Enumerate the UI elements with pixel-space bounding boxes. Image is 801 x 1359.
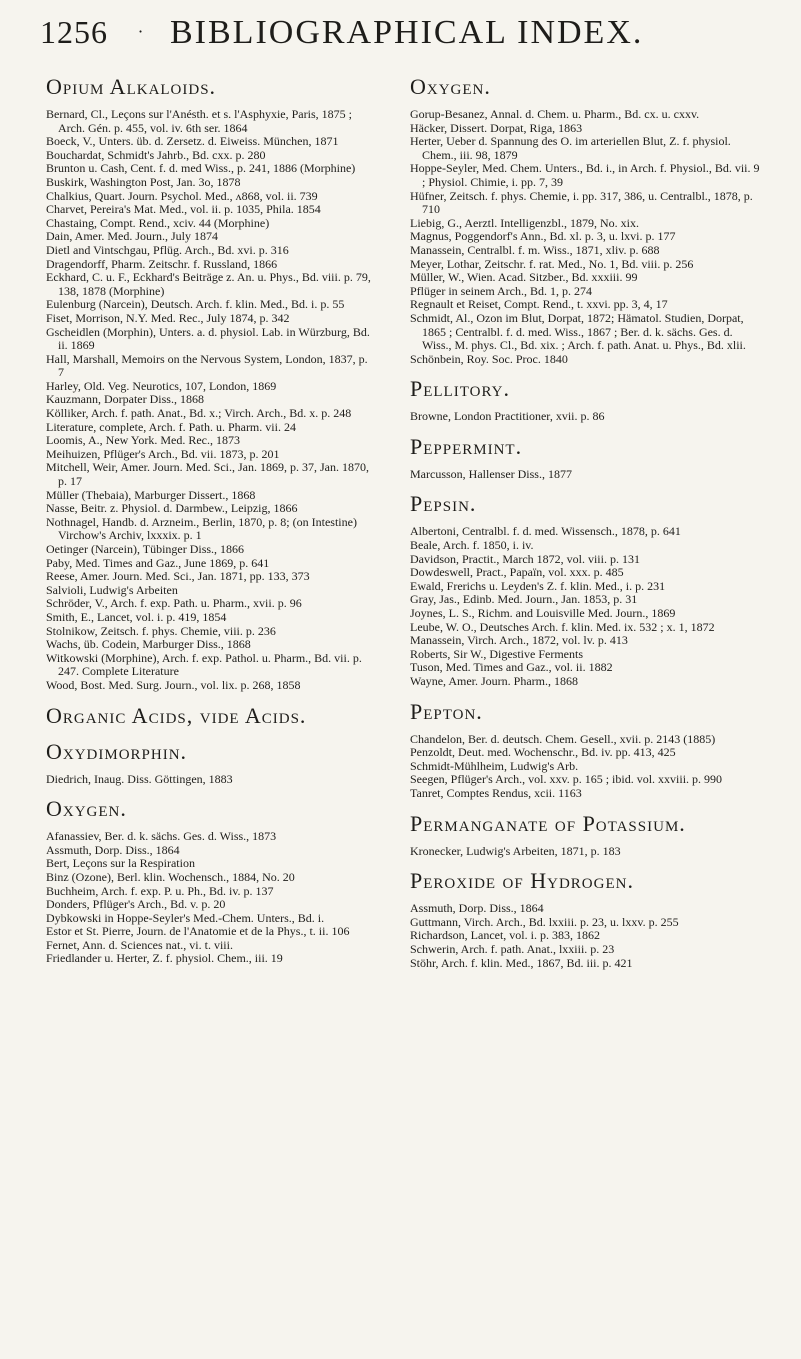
index-entry: Hüfner, Zeitsch. f. phys. Chemie, i. pp. 317, 386, u. Centralbl., 1878, p. 710 — [410, 188, 753, 217]
entry-list — [410, 108, 760, 366]
left-column — [46, 64, 376, 972]
index-entry: Binz (Ozone), Berl. klin. Wochensch., 1884, No. 20 — [46, 869, 295, 884]
index-entry: Nothnagel, Handb. d. Arzneim., Berlin, 1870, p. 8; (on Intestine) Virchow's Archiv, lxxxix. p. 1 — [46, 514, 357, 543]
index-entry: Schmidt-Mühlheim, Ludwig's Arb. — [410, 758, 579, 773]
index-entry: Eckhard, C. u. F., Eckhard's Beiträge z. An. u. Phys., Bd. viii. p. 79, 138, 1878 (Morphine) — [46, 270, 371, 298]
index-entry: Häcker, Dissert. Dorpat, Riga, 1863 — [410, 120, 583, 135]
index-entry: Reese, Amer. Journ. Med. Sci., Jan. 1871, pp. 133, 373 — [46, 569, 310, 584]
index-entry: Eulenburg (Narcein), Deutsch. Arch. f. klin. Med., Bd. i. p. 55 — [46, 297, 345, 312]
section-heading: Peroxide of Hydrogen. — [410, 868, 634, 894]
index-entry: Schönbein, Roy. Soc. Proc. 1840 — [410, 351, 568, 366]
index-entry: Hall, Marshall, Memoirs on the Nervous System, London, 1837, p. 7 — [46, 351, 368, 380]
index-entry: Nasse, Beitr. z. Physiol. d. Darmbew., Leipzig, 1866 — [46, 501, 298, 516]
index-section — [46, 739, 376, 787]
header-separator: · — [138, 22, 144, 41]
index-entry: Kölliker, Arch. f. path. Anat., Bd. x.; Virch. Arch., Bd. x. p. 248 — [46, 406, 352, 421]
index-entry: Salvioli, Ludwig's Arbeiten — [46, 582, 178, 597]
index-section — [410, 811, 760, 859]
index-entry: Bouchardat, Schmidt's Jahrb., Bd. cxx. p. 280 — [46, 147, 266, 162]
index-entry: Boeck, V., Unters. üb. d. Zersetz. d. Eiweiss. München, 1871 — [46, 134, 339, 149]
index-entry: Mitchell, Weir, Amer. Journ. Med. Sci., Jan. 1869, p. 37, Jan. 1870, p. 17 — [46, 460, 369, 489]
index-entry: Tanret, Comptes Rendus, xcii. 1163 — [410, 785, 582, 800]
index-entry: Bert, Leçons sur la Respiration — [46, 856, 195, 871]
index-entry: Assmuth, Dorp. Diss., 1864 — [410, 901, 544, 916]
index-entry: Literature, complete, Arch. f. Path. u. Pharm. vii. 24 — [46, 419, 296, 434]
entry-list — [410, 468, 760, 482]
index-section — [46, 74, 376, 693]
running-title: BIBLIOGRAPHICAL INDEX. — [170, 14, 644, 51]
index-entry: Ewald, Frerichs u. Leyden's Z. f. klin. Med., i. p. 231 — [410, 578, 666, 593]
section-heading: Pepsin. — [410, 491, 477, 517]
index-entry: Chalkius, Quart. Journ. Psychol. Med., ᴧ868, vol. ii. 739 — [46, 188, 318, 203]
section-heading: Permanganate of Potassium. — [410, 810, 686, 836]
index-entry: Kauzmann, Dorpater Diss., 1868 — [46, 392, 204, 407]
index-entry: Guttmann, Virch. Arch., Bd. lxxiii. p. 23, u. lxxv. p. 255 — [410, 914, 679, 929]
index-entry: Marcusson, Hallenser Diss., 1877 — [410, 466, 572, 481]
index-entry: Wood, Bost. Med. Surg. Journ., vol. lix. p. 268, 1858 — [46, 677, 301, 692]
page-number: 1256 — [40, 14, 108, 50]
index-entry: Schröder, V., Arch. f. exp. Path. u. Pharm., xvii. p. 96 — [46, 596, 302, 611]
entry-list — [410, 525, 760, 688]
index-entry: Albertoni, Centralbl. f. d. med. Wissensch., 1878, p. 641 — [410, 524, 681, 539]
index-entry: Charvet, Pereira's Mat. Med., vol. ii. p. 1035, Phila. 1854 — [46, 202, 321, 217]
right-column — [410, 64, 760, 976]
index-section — [410, 74, 760, 366]
index-entry: Wachs, üb. Codein, Marburger Diss., 1868 — [46, 637, 251, 652]
index-entry: Stöhr, Arch. f. klin. Med., 1867, Bd. iii. p. 421 — [410, 955, 633, 970]
index-entry: Fiset, Morrison, N.Y. Med. Rec., July 1874, p. 342 — [46, 310, 290, 325]
index-entry: Donders, Pflüger's Arch., Bd. v. p. 20 — [46, 897, 226, 912]
entry-list — [410, 410, 760, 424]
index-entry: Davidson, Practit., March 1872, vol. viii. p. 131 — [410, 551, 640, 566]
index-section — [410, 376, 760, 424]
index-section — [410, 434, 760, 482]
index-entry: Fernet, Ann. d. Sciences nat., vi. t. viii. — [46, 937, 233, 952]
entry-list — [410, 733, 760, 801]
index-entry: Müller (Thebaia), Marburger Dissert., 1868 — [46, 487, 256, 502]
index-entry: Seegen, Pflüger's Arch., vol. xxv. p. 165 ; ibid. vol. xxviii. p. 990 — [410, 772, 723, 787]
index-entry: Penzoldt, Deut. med. Wochenschr., Bd. iv. pp. 413, 425 — [410, 745, 676, 760]
index-entry: Diedrich, Inaug. Diss. Göttingen, 1883 — [46, 771, 233, 786]
entry-list — [410, 845, 760, 859]
index-entry: Tuson, Med. Times and Gaz., vol. ii. 1882 — [410, 660, 613, 675]
index-entry: Joynes, L. S., Richm. and Louisville Med. Journ., 1869 — [410, 606, 676, 621]
index-entry: Witkowski (Morphine), Arch. f. exp. Pathol. u. Pharm., Bd. vii. p. 247. Complete Literature — [46, 650, 362, 679]
index-entry: Dragendorff, Pharm. Zeitschr. f. Russland, 1866 — [46, 256, 278, 271]
index-section — [410, 699, 760, 801]
entry-list — [46, 108, 376, 693]
index-entry: Dain, Amer. Med. Journ., July 1874 — [46, 229, 218, 244]
index-entry: Friedlander u. Herter, Z. f. physiol. Chem., iii. 19 — [46, 951, 283, 966]
entry-list — [46, 773, 376, 787]
section-heading: Pepton. — [410, 698, 483, 724]
index-entry: Smith, E., Lancet, vol. i. p. 419, 1854 — [46, 609, 227, 624]
index-entry: Afanassiev, Ber. d. k. sächs. Ges. d. Wiss., 1873 — [46, 829, 277, 844]
index-section — [410, 868, 760, 970]
index-entry: Bernard, Cl., Leçons sur l'Anésth. et s. l'Asphyxie, Paris, 1875 ; Arch. Gén. p. 455, vol. iv. 6th ser. 1864 — [46, 107, 352, 135]
index-entry: Harley, Old. Veg. Neurotics, 107, London, 1869 — [46, 378, 277, 393]
index-entry: Meyer, Lothar, Zeitschr. f. rat. Med., No. 1, Bd. viii. p. 256 — [410, 256, 694, 271]
page-header — [40, 14, 760, 54]
index-entry: Liebig, G., Aerztl. Intelligenzbl., 1879, No. xix. — [410, 215, 639, 230]
index-entry: Dietl and Vintschgau, Pflüg. Arch., Bd. xvi. p. 316 — [46, 242, 289, 257]
section-heading: Organic Acids, vide Acids. — [46, 702, 307, 728]
index-entry: Gscheidlen (Morphin), Unters. a. d. physiol. Lab. in Würzburg, Bd. ii. 1869 — [46, 324, 370, 353]
index-entry: Gorup-Besanez, Annal. d. Chem. u. Pharm., Bd. cx. u. cxxv. — [410, 107, 700, 121]
index-entry: Hoppe-Seyler, Med. Chem. Unters., Bd. i., in Arch. f. Physiol., Bd. vii. 9 ; Physiol. Chimie, i. pp. 7, 39 — [410, 161, 760, 189]
index-entry: Meihuizen, Pflüger's Arch., Bd. vii. 1873, p. 201 — [46, 446, 280, 461]
section-heading: Oxydimorphin. — [46, 738, 188, 764]
index-entry: Paby, Med. Times and Gaz., June 1869, p. 641 — [46, 555, 270, 570]
index-entry: Roberts, Sir W., Digestive Ferments — [410, 646, 583, 661]
index-entry: Manassein, Centralbl. f. m. Wiss., 1871, xliv. p. 688 — [410, 242, 660, 257]
index-section — [46, 703, 376, 729]
index-entry: Stolnikow, Zeitsch. f. phys. Chemie, viii. p. 236 — [46, 623, 276, 638]
section-heading: Oxygen. — [410, 74, 491, 99]
index-entry: Dybkowski in Hoppe-Seyler's Med.-Chem. Unters., Bd. i. — [46, 910, 325, 925]
section-heading: Pellitory. — [410, 376, 510, 402]
index-entry: Schmidt, Al., Ozon im Blut, Dorpat, 1872; Hämatol. Studien, Dorpat, 1865 ; Centralbl. f. d. med. Wiss., 1867 ; Ber. d. k. sächs. Ges. d. Wiss., M. phys. Cl., Bd. xix. ; Arch. f. path. Anat. u. Phys., Bd. xlii. — [410, 310, 746, 353]
index-entry: Gray, Jas., Edinb. Med. Journ., Jan. 1853, p. 31 — [410, 592, 638, 607]
index-entry: Dowdeswell, Pract., Papaïn, vol. xxx. p. 485 — [410, 565, 624, 580]
index-entry: Buskirk, Washington Post, Jan. 3o, 1878 — [46, 174, 241, 189]
index-entry: Estor et St. Pierre, Journ. de l'Anatomie et de la Phys., t. ii. 106 — [46, 924, 350, 939]
index-entry: Browne, London Practitioner, xvii. p. 86 — [410, 409, 605, 424]
index-entry: Beale, Arch. f. 1850, i. iv. — [410, 538, 534, 553]
section-heading: Opium Alkaloids. — [46, 74, 217, 99]
index-entry: Magnus, Poggendorf's Ann., Bd. xl. p. 3, u. lxvi. p. 177 — [410, 229, 676, 244]
index-entry: Wayne, Amer. Journ. Pharm., 1868 — [410, 674, 579, 688]
index-entry: Chandelon, Ber. d. deutsch. Chem. Gesell., xvii. p. 2143 (1885) — [410, 731, 716, 746]
entry-list — [46, 830, 376, 966]
index-section — [410, 491, 760, 688]
index-entry: Oetinger (Narcein), Tübinger Diss., 1866 — [46, 542, 245, 556]
entry-list — [410, 902, 760, 970]
index-entry: Loomis, A., New York. Med. Rec., 1873 — [46, 433, 240, 448]
index-entry: Manassein, Virch. Arch., 1872, vol. lv. p. 413 — [410, 633, 628, 648]
index-entry: Regnault et Reiset, Compt. Rend., t. xxvi. pp. 3, 4, 17 — [410, 297, 668, 312]
index-entry: Brunton u. Cash, Cent. f. d. med Wiss., p. 241, 1886 (Morphine) — [46, 161, 356, 176]
index-entry: Leube, W. O., Deutsches Arch. f. klin. Med. ix. 532 ; x. 1, 1872 — [410, 619, 715, 634]
index-entry: Pflüger in seinem Arch., Bd. 1, p. 274 — [410, 283, 592, 298]
index-entry: Müller, W., Wien. Acad. Sitzber., Bd. xxxiii. 99 — [410, 270, 638, 285]
index-section — [46, 796, 376, 966]
index-entry: Buchheim, Arch. f. exp. P. u. Ph., Bd. iv. p. 137 — [46, 883, 274, 898]
index-entry: Chastaing, Compt. Rend., xciv. 44 (Morphine) — [46, 215, 270, 230]
index-entry: Assmuth, Dorp. Diss., 1864 — [46, 842, 180, 857]
section-heading: Oxygen. — [46, 796, 127, 822]
index-entry: Schwerin, Arch. f. path. Anat., lxxiii. p. 23 — [410, 941, 615, 956]
index-entry: Richardson, Lancet, vol. i. p. 383, 1862 — [410, 928, 600, 943]
index-entry: Herter, Ueber d. Spannung des O. im arteriellen Blut, Z. f. physiol. Chem., iii. 98, 1879 — [410, 134, 731, 162]
index-entry: Kronecker, Ludwig's Arbeiten, 1871, p. 183 — [410, 843, 621, 858]
section-heading: Peppermint. — [410, 433, 523, 459]
